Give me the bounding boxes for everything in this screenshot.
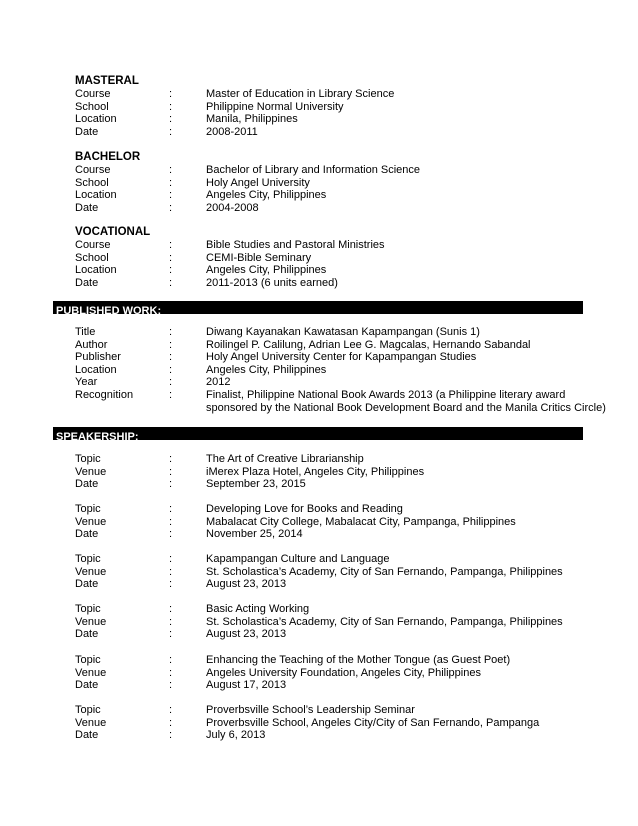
year-value: 2012 [206,376,231,389]
row-colon: : [169,363,173,376]
course-value: Bible Studies and Pastoral Ministries [206,239,385,251]
date-value: August 23, 2013 [206,628,287,641]
education-heading: MASTERAL [75,75,139,87]
topic-value: Basic Acting Working [206,603,310,615]
row-colon: : [169,553,173,565]
row-colon: : [169,654,173,666]
published-work-section [0,326,638,414]
row-colon: : [169,679,173,692]
venue-value: iMerex Plaza Hotel, Angeles City, Philippines [206,465,425,478]
row-colon: : [169,729,173,742]
topic-row [0,503,638,516]
date-row [0,729,638,742]
row-colon: : [169,276,173,289]
row-colon: : [169,716,173,729]
date-row [0,578,638,591]
row-label: Date [75,528,99,541]
row-label: Date [75,628,99,641]
course-value: Master of Education in Library Science [206,88,395,100]
row-label: Topic [75,704,101,716]
row-label: Date [75,679,99,692]
row-colon: : [169,100,173,113]
date-row [0,628,638,641]
row-colon: : [169,251,173,264]
row-colon: : [169,239,173,251]
date-value: 2011-2013 (6 units earned) [206,276,338,289]
venue-value: St. Scholastica’s Academy, City of San Fernando, Pampanga, Philippines [206,565,563,578]
course-row [0,239,638,252]
recognition-value-continued: sponsored by the National Book Development Board and the Manila Critics Circle) [206,401,606,414]
author-value: Roilingel P. Calilung, Adrian Lee G. Magcalas, Hernando Sabandal [206,338,531,351]
speakership-entry [0,704,638,742]
row-colon: : [169,603,173,615]
row-label: Location [75,189,117,202]
row-colon: : [169,338,173,351]
row-colon: : [169,125,173,138]
date-value: September 23, 2015 [206,478,306,491]
course-row [0,88,638,101]
row-colon: : [169,615,173,628]
row-colon: : [169,264,173,277]
row-colon: : [169,666,173,679]
row-colon: : [169,189,173,202]
row-colon: : [169,453,173,465]
row-label: School [75,251,109,264]
topic-row [0,704,638,717]
school-value: Holy Angel University [206,176,310,189]
recognition-value: Finalist, Philippine National Book Awards 2013 (a Philippine literary award [206,388,566,401]
venue-value: Mabalacat City College, Mabalacat City, Pampanga, Philippines [206,515,516,528]
row-label: Venue [75,716,107,729]
venue-value: Proverbsville School, Angeles City/City of San Fernando, Pampanga [206,716,540,729]
row-label: Course [75,239,111,251]
publisher-row [0,351,638,364]
location-value: Manila, Philippines [206,113,298,126]
row-label: Topic [75,503,101,515]
row-colon: : [169,326,173,338]
date-row [0,679,638,692]
publisher-value: Holy Angel University Center for Kapampangan Studies [206,351,477,364]
row-label: Topic [75,654,101,666]
date-value: November 25, 2014 [206,528,303,541]
location-value: Angeles City, Philippines [206,264,327,277]
row-label: Location [75,264,117,277]
row-label: School [75,100,109,113]
row-colon: : [169,528,173,541]
topic-value: Developing Love for Books and Reading [206,503,403,515]
row-label: Course [75,88,111,100]
row-colon: : [169,478,173,491]
school-row [0,252,638,265]
row-colon: : [169,88,173,100]
course-value: Bachelor of Library and Information Science [206,164,421,176]
location-row [0,364,638,377]
section-bar-published-work [53,301,583,317]
topic-value: Proverbsville School’s Leadership Seminar [206,704,415,716]
speakership-entry [0,654,638,692]
location-row [0,189,638,202]
school-value: CEMI-Bible Seminary [206,251,312,264]
location-row [0,264,638,277]
topic-value: The Art of Creative Librarianship [206,453,364,465]
row-colon: : [169,388,173,401]
education-heading: VOCATIONAL [75,226,151,238]
row-colon: : [169,503,173,515]
row-colon: : [169,164,173,176]
row-label: Topic [75,603,101,615]
location-row [0,113,638,126]
date-row [0,528,638,541]
venue-row [0,516,638,529]
row-label: Location [75,363,117,376]
venue-row [0,717,638,730]
row-colon: : [169,578,173,591]
row-label: Date [75,276,99,289]
venue-row [0,616,638,629]
date-value: 2004-2008 [206,201,259,214]
date-value: July 6, 2013 [206,729,266,742]
venue-row [0,566,638,579]
row-colon: : [169,201,173,214]
section-heading: PUBLISHED WORK: [56,305,162,317]
recognition-row [0,389,638,402]
topic-row [0,453,638,466]
course-row [0,164,638,177]
date-value: 2008-2011 [206,125,258,138]
row-colon: : [169,628,173,641]
school-row [0,101,638,114]
speakership-entry [0,553,638,591]
row-label: Title [75,326,96,338]
date-value: August 17, 2013 [206,679,287,692]
row-colon: : [169,176,173,189]
date-row [0,202,638,215]
row-label: Venue [75,515,107,528]
education-heading: BACHELOR [75,151,141,163]
section-bar-speakership [53,427,583,443]
venue-row [0,466,638,479]
row-label: Date [75,729,99,742]
date-row [0,277,638,290]
speakership-entry [0,453,638,491]
row-label: Publisher [75,351,121,364]
row-label: Recognition [75,388,134,401]
row-label: Topic [75,553,101,565]
row-colon: : [169,465,173,478]
author-row [0,339,638,352]
row-label: Venue [75,565,107,578]
row-label: Topic [75,453,101,465]
topic-row [0,603,638,616]
row-colon: : [169,565,173,578]
row-label: Date [75,125,99,138]
row-label: Venue [75,666,107,679]
location-value: Angeles City, Philippines [206,363,327,376]
row-colon: : [169,704,173,716]
venue-value: Angeles University Foundation, Angeles City, Philippines [206,666,481,679]
row-label: Location [75,113,117,126]
speakership-entry [0,503,638,541]
row-label: Author [75,338,108,351]
date-row [0,478,638,491]
recognition-row-continued [0,402,638,415]
topic-value: Kapampangan Culture and Language [206,553,390,565]
date-row [0,126,638,139]
row-label: Venue [75,615,107,628]
title-value: Diwang Kayanakan Kawatasan Kapampangan (Sunis 1) [206,326,480,338]
row-colon: : [169,351,173,364]
venue-value: St. Scholastica’s Academy, City of San Fernando, Pampanga, Philippines [206,615,563,628]
year-row [0,376,638,389]
venue-row [0,667,638,680]
row-label: Year [75,376,98,389]
row-colon: : [169,515,173,528]
topic-row [0,654,638,667]
row-label: Date [75,478,99,491]
topic-value: Enhancing the Teaching of the Mother Tongue (as Guest Poet) [206,654,511,666]
section-heading: SPEAKERSHIP: [56,431,139,443]
title-row [0,326,638,339]
speakership-entry [0,603,638,641]
school-value: Philippine Normal University [206,100,344,113]
school-row [0,177,638,190]
date-value: August 23, 2013 [206,578,287,591]
row-label: Date [75,578,99,591]
row-label: Venue [75,465,107,478]
row-colon: : [169,376,173,389]
row-label: School [75,176,109,189]
topic-row [0,553,638,566]
row-label: Course [75,164,111,176]
row-colon: : [169,113,173,126]
location-value: Angeles City, Philippines [206,189,327,202]
row-label: Date [75,201,99,214]
